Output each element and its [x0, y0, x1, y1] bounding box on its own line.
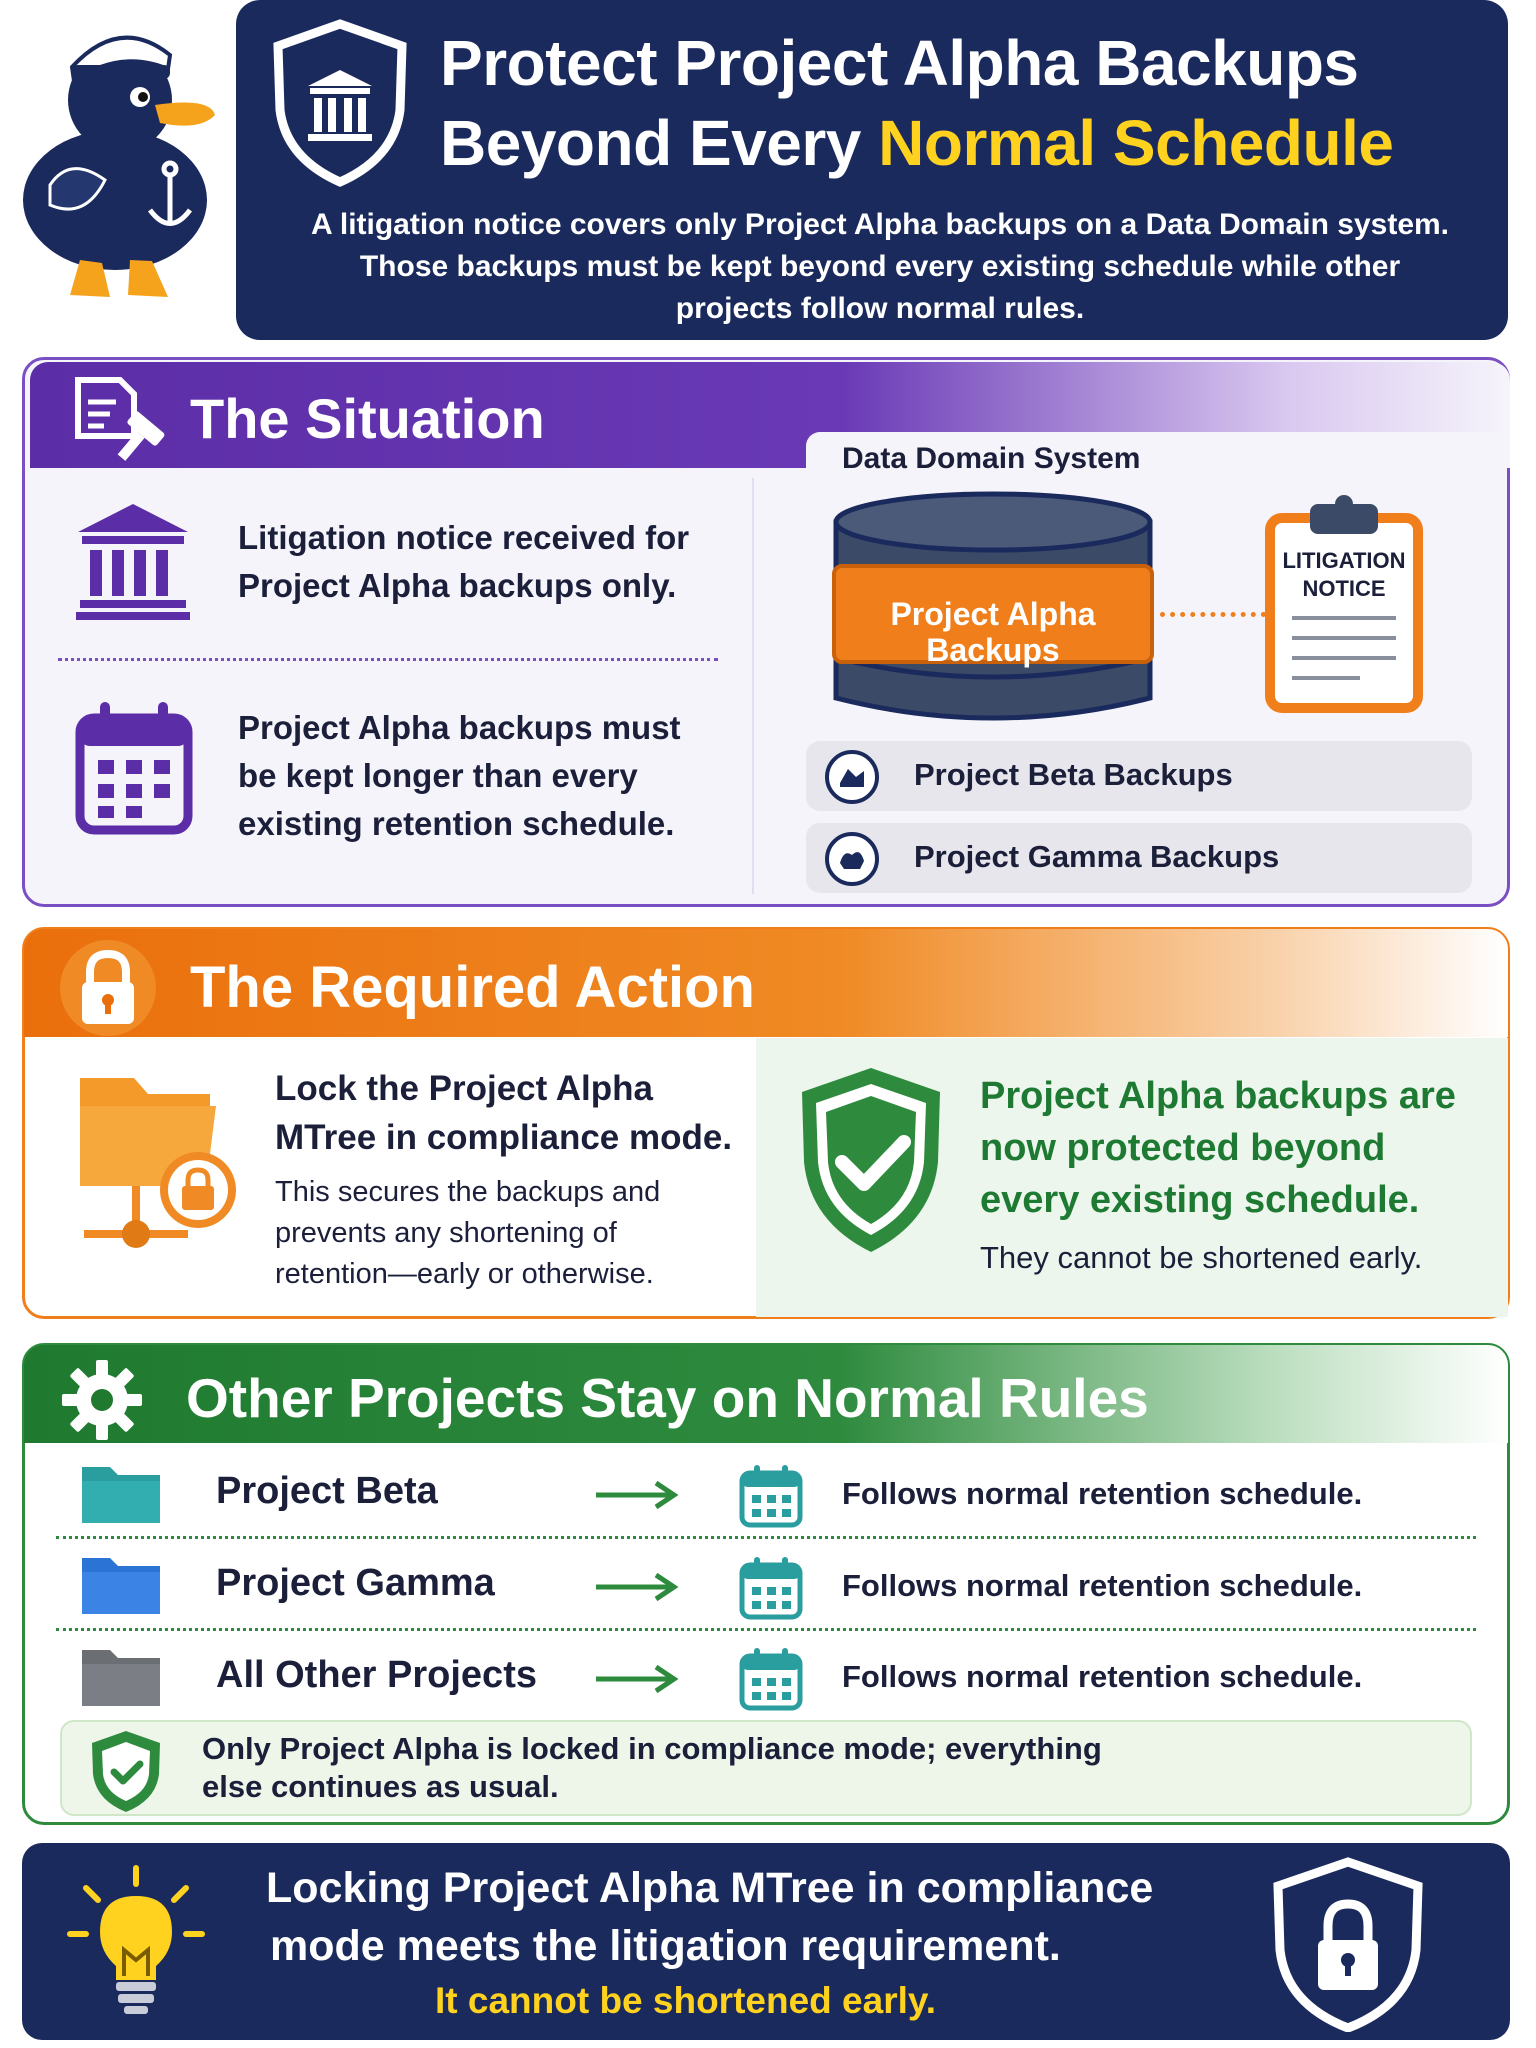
action-main-text: Lock the Project Alpha MTree in compliance mode.	[275, 1069, 733, 1157]
footer-highlight: It cannot be shortened early.	[435, 1980, 936, 2021]
all-other-projects-name: All Other Projects	[216, 1654, 537, 1696]
bank-icon	[74, 498, 192, 622]
alpha-backups-label-line2: Backups	[926, 632, 1060, 668]
folder-network-lock-icon	[76, 1066, 246, 1266]
situation-title: The Situation	[190, 387, 545, 450]
page-title-line1: Protect Project Alpha Backups	[440, 27, 1359, 99]
notice-connector	[1160, 612, 1266, 617]
folder-icon	[80, 1554, 162, 1616]
dotted-separator	[58, 658, 718, 661]
dotted-separator	[56, 1536, 1476, 1539]
shield-lock-icon	[1270, 1856, 1426, 2032]
project-beta-status: Follows normal retention schedule.	[842, 1476, 1363, 1511]
alpha-backups-label-line1: Project Alpha	[890, 596, 1096, 632]
gamma-backups-icon	[824, 831, 880, 887]
action-result-note: They cannot be shortened early.	[980, 1240, 1423, 1275]
duck-mascot-icon	[10, 5, 225, 305]
calendar-icon	[738, 1646, 804, 1712]
calendar-icon	[738, 1555, 804, 1621]
situation-point-retention: Project Alpha backups must be kept longer than every existing retention schedule.	[238, 709, 681, 842]
gear-icon	[60, 1358, 144, 1442]
dotted-separator	[56, 1628, 1476, 1631]
shield-check-icon	[796, 1062, 946, 1258]
title-highlight: Normal Schedule	[878, 107, 1394, 179]
page-title-line2	[440, 106, 1393, 180]
padlock-icon	[58, 938, 158, 1038]
footer-line1: Locking Project Alpha MTree in compliance	[266, 1864, 1154, 1912]
folder-icon	[80, 1646, 162, 1708]
compliance-note-text: Only Project Alpha is locked in compliance mode; everything else continues as usual.	[202, 1731, 1102, 1804]
notice-label-line2: NOTICE	[1302, 576, 1386, 601]
data-domain-label: Data Domain System	[842, 442, 1141, 475]
calendar-icon	[74, 698, 194, 836]
arrow-right-icon	[592, 1480, 680, 1510]
gamma-backups-label: Project Gamma Backups	[914, 839, 1280, 874]
shield-check-icon	[88, 1728, 164, 1814]
project-gamma-status: Follows normal retention schedule.	[842, 1568, 1363, 1603]
all-other-projects-status: Follows normal retention schedule.	[842, 1659, 1363, 1694]
gamma-backups-row	[806, 823, 1472, 893]
arrow-right-icon	[592, 1664, 680, 1694]
beta-backups-row	[806, 741, 1472, 811]
document-gavel-icon	[70, 374, 170, 464]
title-prefix: Beyond Every	[440, 107, 861, 179]
action-result-text: Project Alpha backups are now protected beyond every existing schedule.	[980, 1075, 1456, 1221]
calendar-icon	[738, 1463, 804, 1529]
project-gamma-name: Project Gamma	[216, 1562, 495, 1604]
arrow-right-icon	[592, 1572, 680, 1602]
other-projects-title: Other Projects Stay on Normal Rules	[186, 1367, 1149, 1429]
project-beta-name: Project Beta	[216, 1470, 438, 1512]
clipboard-icon	[1264, 494, 1424, 714]
page-subtitle: A litigation notice covers only Project Alpha backups on a Data Domain system. Those backups must be kept beyond every existing schedule while other projects follow normal rules.	[310, 208, 1450, 325]
beta-backups-label: Project Beta Backups	[914, 757, 1233, 792]
footer-line2: mode meets the litigation requirement.	[270, 1922, 1061, 1970]
notice-label-line1: LITIGATION	[1282, 548, 1406, 573]
folder-icon	[80, 1463, 162, 1525]
shield-bank-icon	[270, 18, 410, 188]
beta-backups-icon	[824, 749, 880, 805]
situation-point-notice: Litigation notice received for Project Alpha backups only.	[238, 519, 690, 604]
lightbulb-icon	[66, 1864, 206, 2024]
situation-divider	[752, 478, 754, 894]
action-title: The Required Action	[190, 955, 755, 1020]
action-detail-text: This secures the backups and prevents any shortening of retention—early or otherwise.	[275, 1176, 661, 1290]
